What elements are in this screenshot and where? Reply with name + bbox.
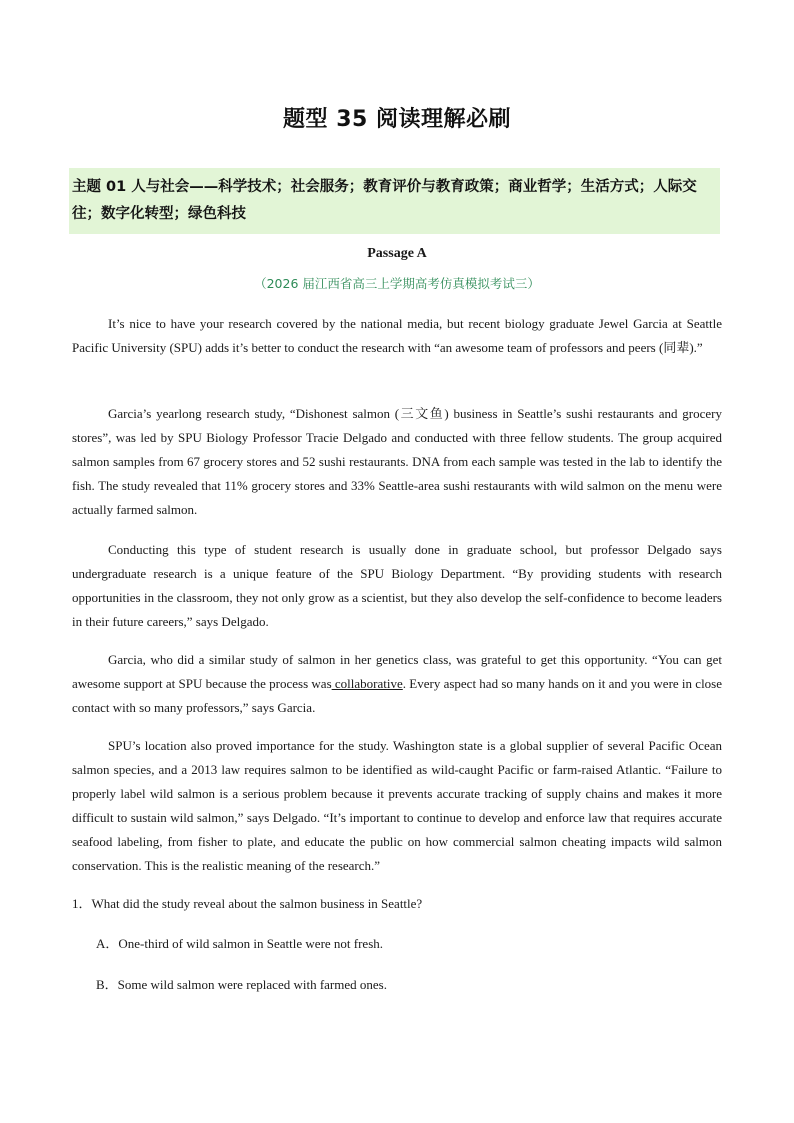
passage-title: Passage A [367,246,427,261]
paragraph-5: SPU’s location also proved importance for the study. Washington state is a global supplier of several Pacific Ocean salmon species, and a 2013 law requires salmon to be identified as wild-caught Pacific or farm-raised Atlantic. “Failure to properly label wild salmon is a serious problem because it prevents accurate tracking of supply chains and makes it more difficult to sustain wild salmon,” says Delgado. “It’s important to continue to develop and enforce law that requires accurate seafood labeling, from fisher to plate, and educate the public on how commercial salmon cheating impacts wild salmon conservation. This is the realistic meaning of the research.” [72,738,722,873]
paragraph-4 [72,648,722,720]
paragraph-1: It’s nice to have your research covered by the national media, but recent biology graduate Jewel Garcia at Seattle Pacific University (SPU) adds it’s better to conduct the research with “an awesome team of professors and peers (同辈).” [72,316,722,355]
option-a: A．One-third of wild salmon in Seattle were not fresh. [96,936,384,951]
question-1: 1．What did the study reveal about the salmon business in Seattle? [72,896,423,911]
paragraph-4-before: Garcia, who did a similar study of salmon in her genetics class, was grateful to get this opportunity. “You can get awesome support at SPU because the process was [72,652,722,691]
paragraph-2: Garcia’s yearlong research study, “Dishonest salmon (三文鱼) business in Seattle’s sushi restaurants and grocery stores”, was led by SPU Biology Professor Tracie Delgado and conducted with three fellow students. The group acquired salmon samples from 67 grocery stores and 52 sushi restaurants. DNA from each sample was tested in the lab to identify the fish. The study revealed that 11% grocery stores and 33% Seattle-area sushi restaurants with wild salmon on the menu were actually farmed salmon. [72,406,722,517]
paragraph-4-after: . Every aspect had so many hands on it and you were in close contact with so many professors,” says Garcia. [72,676,723,715]
passage-source: （2026 届江西省高三上学期高考仿真模拟考试三） [254,276,540,291]
underlined-word: collaborative [331,676,403,691]
paragraph-3: Conducting this type of student research is usually done in graduate school, but professor Delgado says undergraduate research is a unique feature of the SPU Biology Department. “By providing students with research opportunities in the classroom, they not only grow as a scientist, but they also develop the self-confidence to become leaders in their future careers,” says Delgado. [72,542,722,629]
page-title: 题型 35 阅读理解必刷 [283,107,511,132]
topic-banner: 主题 01 人与社会——科学技术；社会服务；教育评价与教育政策；商业哲学；生活方式；人际交往；数字化转型；绿色科技 [69,168,720,234]
option-b: B．Some wild salmon were replaced with farmed ones. [96,977,387,992]
